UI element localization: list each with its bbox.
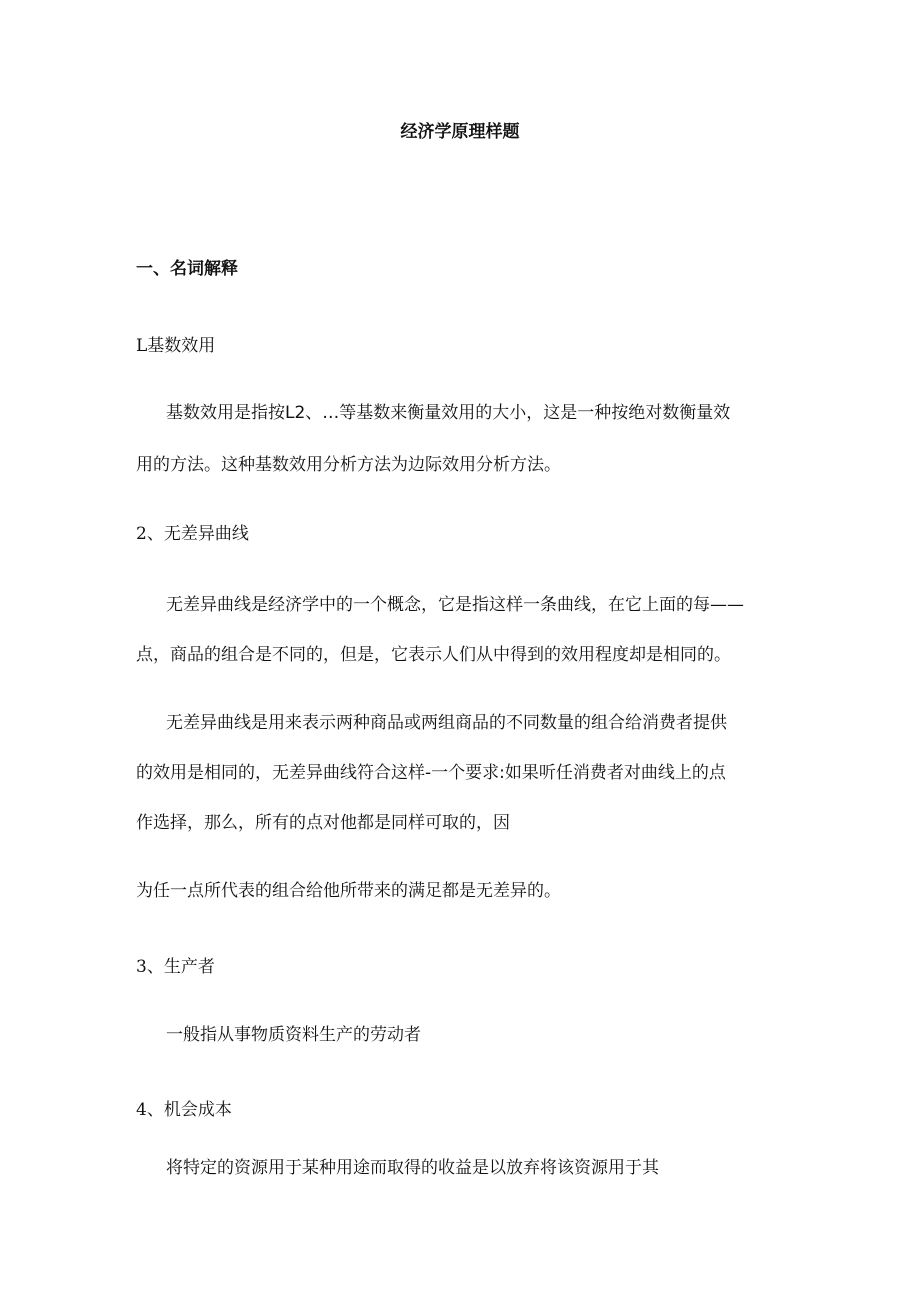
paragraph-line: 作选择，那么，所有的点对他都是同样可取的，因 — [136, 813, 510, 833]
paragraph-line: 一般指从事物质资料生产的劳动者 — [166, 1025, 421, 1045]
term-heading: 4、机会成本 — [136, 1100, 232, 1120]
term-heading: 3、生产者 — [136, 957, 215, 977]
paragraph-line: 为任一点所代表的组合给他所带来的满足都是无差异的。 — [136, 881, 561, 901]
section-heading: 一、名词解释 — [136, 259, 238, 279]
paragraph-line: 点，商品的组合是不同的，但是，它表示人们从中得到的效用程度却是相同的。 — [136, 645, 731, 665]
paragraph-line: 基数效用是指按L2、…等基数来衡量效用的大小，这是一种按绝对数衡量效 — [166, 403, 731, 423]
paragraph-line: 的效用是相同的，无差异曲线符合这样-一个要求:如果听任消费者对曲线上的点 — [136, 763, 726, 783]
term-heading: L基数效用 — [136, 336, 216, 356]
document-title: 经济学原理样题 — [400, 122, 520, 142]
paragraph-line: 无差异曲线是经济学中的一个概念，它是指这样一条曲线，在它上面的每—— — [166, 595, 744, 615]
term-heading: 2、无差异曲线 — [136, 524, 249, 544]
paragraph-line: 用的方法。这种基数效用分析方法为边际效用分析方法。 — [136, 455, 561, 475]
paragraph-line: 将特定的资源用于某种用途而取得的收益是以放弃将该资源用于其 — [166, 1158, 659, 1178]
paragraph-line: 无差异曲线是用来表示两种商品或两组商品的不同数量的组合给消费者提供 — [166, 713, 727, 733]
